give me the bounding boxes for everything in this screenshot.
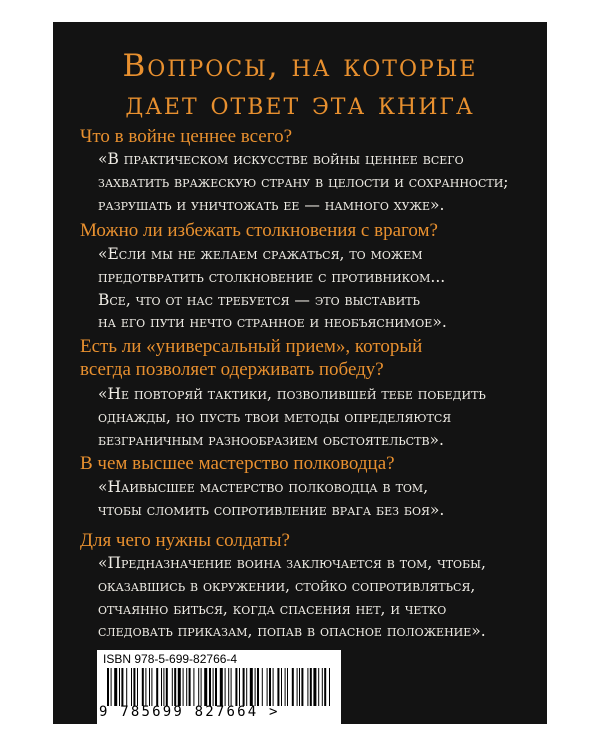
isbn-label: ISBN 978-5-699-82766-4 [103, 652, 238, 666]
cover-title-line-1: Вопросы, на которые [122, 48, 478, 84]
barcode-bar [178, 668, 181, 706]
question-5-line: Для чего нужны солдаты? [80, 530, 290, 551]
barcode-bar [201, 668, 202, 706]
barcode-bar [301, 668, 303, 706]
barcode-bar [228, 668, 229, 706]
barcode-bar [250, 668, 253, 706]
barcode-bar [273, 668, 274, 706]
barcode-bar [277, 668, 279, 706]
barcode-bar [156, 668, 158, 706]
question-5 [80, 529, 290, 552]
question-2-line: Можно ли избежать столкновения с врагом? [80, 220, 438, 241]
barcode-bar [131, 668, 132, 706]
barcode-bar [285, 668, 286, 706]
answer-1-line-1: «В практическом искусстве войны ценнее всего [98, 150, 464, 168]
answer-2 [98, 243, 447, 334]
barcode-bar [313, 668, 316, 706]
barcode-bar [297, 668, 298, 706]
barcode-bar [220, 668, 223, 706]
barcode-digits: 9 785699 827664 > [99, 704, 280, 720]
cover-title-line-2: дает ответ эта книга [125, 86, 475, 122]
barcode-bar [287, 668, 288, 706]
question-3 [80, 335, 422, 381]
answer-1-line-2: захватить вражескую страну в целости и сохранности; [98, 172, 509, 191]
barcode-bar [209, 668, 211, 706]
barcode-bar [322, 668, 323, 706]
barcode-bar [310, 668, 312, 706]
barcode-bar [235, 668, 237, 706]
answer-3 [98, 383, 486, 451]
barcode-bar [281, 668, 282, 706]
answer-5 [98, 552, 486, 643]
barcode-bar [121, 668, 123, 706]
barcode-bar [318, 668, 319, 706]
barcode-block [97, 650, 341, 724]
barcode-bar [243, 668, 245, 706]
answer-3-line-3: безграничным разнообразием обстоятельств». [98, 430, 444, 449]
barcode-bar [198, 668, 199, 706]
answer-5-line-1: «Предназначение воина заключается в том, чтобы, [98, 554, 486, 572]
barcode-bar [174, 668, 176, 706]
answer-4-line-2: чтобы сломить сопротивление врага без боя». [98, 500, 445, 519]
answer-2-line-4: на его пути нечто странное и необъяснимое». [98, 313, 447, 332]
barcode-bar [163, 668, 164, 706]
answer-1-line-3: разрушать и уничтожать ее — намного хуже». [98, 195, 445, 214]
barcode-bar [299, 668, 300, 706]
question-4 [80, 452, 395, 475]
barcode-bar [324, 668, 326, 706]
book-back-cover [53, 22, 547, 724]
barcode-bar [145, 668, 146, 706]
question-3-line-2: всегда позволяет одерживать победу? [80, 359, 384, 380]
barcode-bar [231, 668, 232, 706]
answer-3-line-1: «Не повторяй тактики, позволившей тебе победить [98, 385, 486, 403]
barcode-bar [142, 668, 144, 706]
question-4-line: В чем высшее мастерство полководца? [80, 453, 395, 474]
barcode-bar [137, 668, 138, 706]
barcode-bar [257, 668, 259, 706]
barcode-bar [239, 668, 240, 706]
barcode-bars [107, 668, 331, 706]
question-3-line-1: Есть ли «универсальный прием», который [80, 336, 423, 357]
barcode-bar [151, 668, 152, 706]
barcode-bar [186, 668, 187, 706]
barcode-bar [119, 668, 120, 706]
barcode-bar [111, 668, 112, 706]
answer-4 [98, 476, 444, 522]
barcode-bar [183, 668, 184, 706]
answer-2-line-3: Все, что от нас требуется — это выставить [98, 290, 420, 309]
answer-2-line-2: предотвратить столкновение с противником... [98, 267, 446, 286]
barcode-bar [189, 668, 191, 706]
question-2 [80, 219, 438, 242]
barcode-bar [246, 668, 247, 706]
answer-5-line-3: отчаянно биться, когда спасения нет, и четко [98, 599, 447, 618]
barcode-bar [329, 668, 330, 706]
barcode-bar [193, 668, 194, 706]
barcode-bar [225, 668, 226, 706]
barcode-bar [307, 668, 308, 706]
answer-5-line-4: следовать приказам, попав в опасное положение». [98, 622, 486, 641]
answer-3-line-2: однажды, но пусть твои методы определяются [98, 407, 452, 426]
answer-4-line-1: «Наивысшее мастерство полководца в том, [98, 478, 429, 496]
question-1-line: Что в войне ценнее всего? [80, 126, 292, 147]
answer-2-line-1: «Если мы не желаем сражаться, то можем [98, 245, 423, 263]
barcode-bar [262, 668, 263, 706]
barcode-bar [126, 668, 127, 706]
barcode-bar [172, 668, 173, 706]
barcode-bar [161, 668, 162, 706]
barcode-bar [255, 668, 256, 706]
barcode-bar [114, 668, 117, 706]
barcode-bar [204, 668, 207, 706]
barcode-bar [269, 668, 271, 706]
barcode-bar [213, 668, 214, 706]
barcode-bar [215, 668, 217, 706]
barcode-bar [292, 668, 294, 706]
answer-1 [98, 148, 509, 216]
barcode-bar [267, 668, 268, 706]
barcode-bar [133, 668, 135, 706]
barcode-bar [107, 668, 109, 706]
answer-5-line-2: оказавшись в окружении, стойко сопротивляться, [98, 576, 476, 595]
barcode-bar [166, 668, 168, 706]
question-1 [80, 125, 292, 148]
barcode-bar [149, 668, 150, 706]
